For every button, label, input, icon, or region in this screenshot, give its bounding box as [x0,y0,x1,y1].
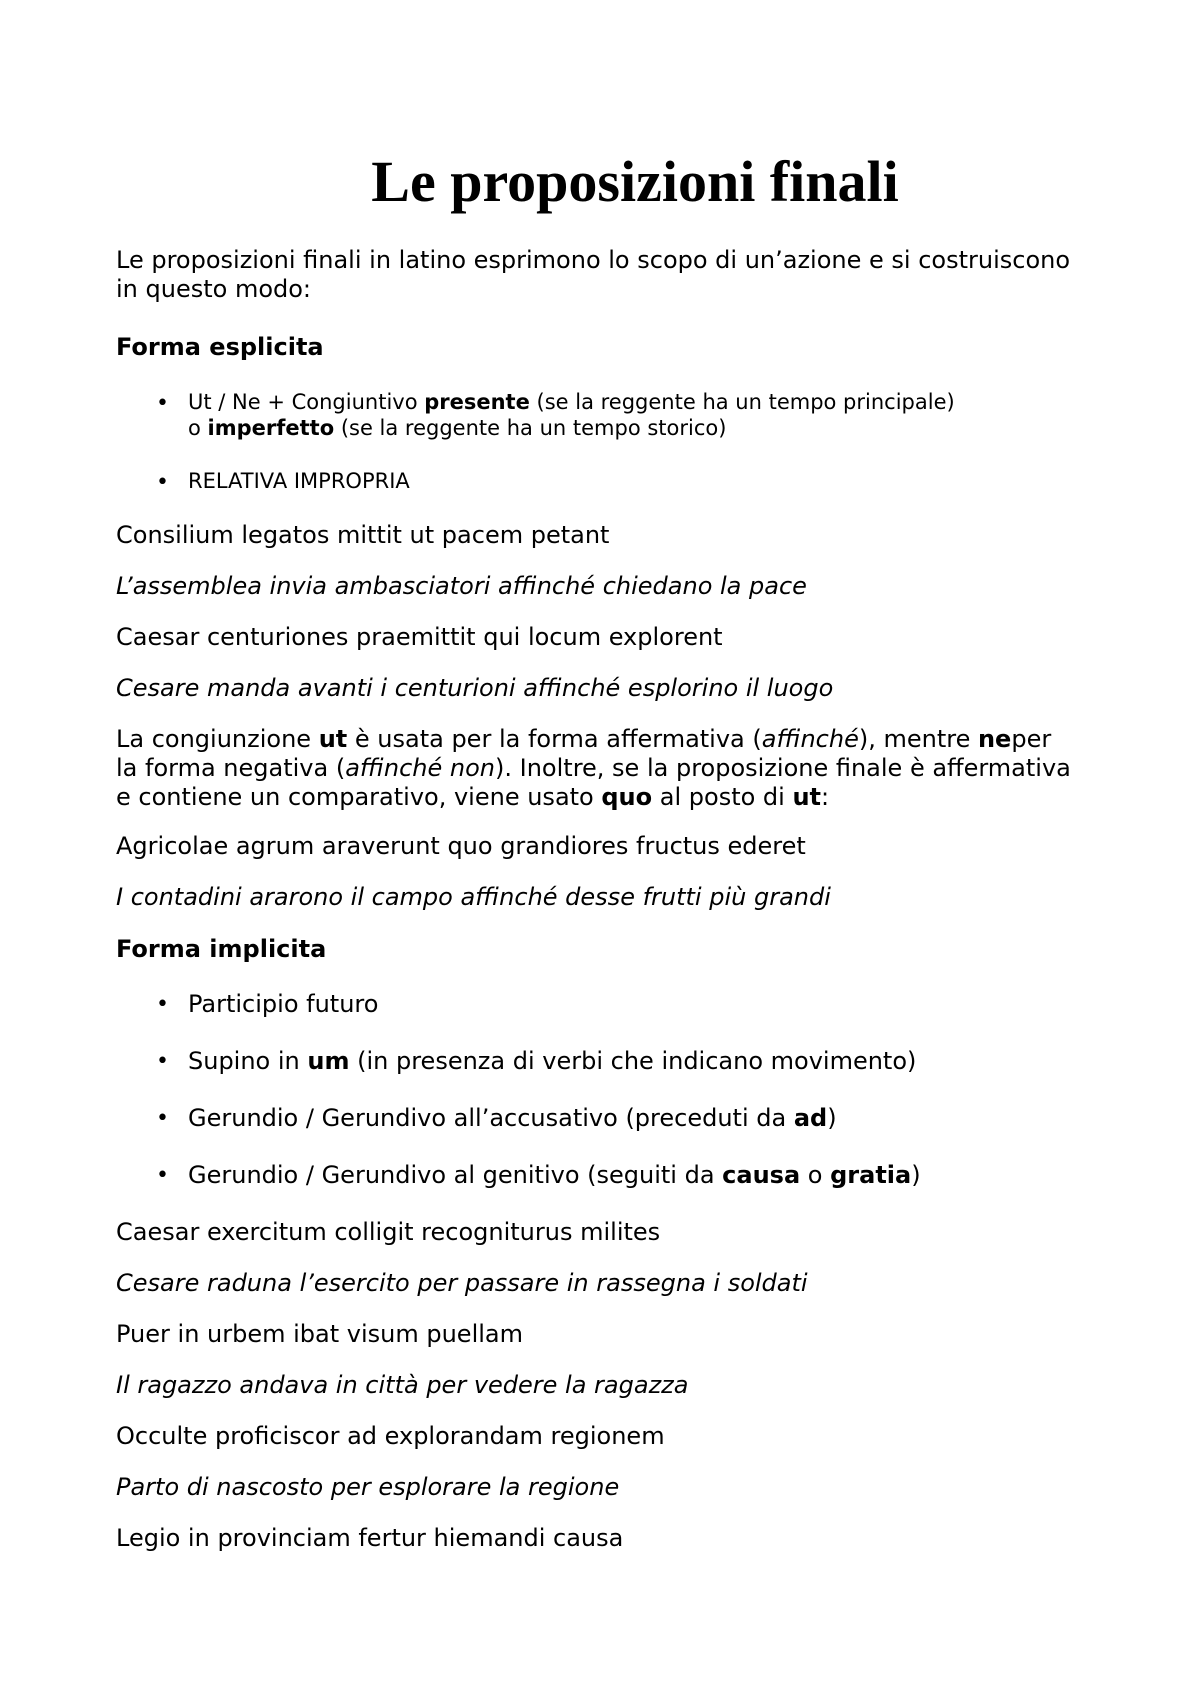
list-item-text: Supino in um (in presenza di verbi che indicano movimento) [188,1047,917,1075]
list-item [116,389,1096,441]
list-item [116,1104,1096,1133]
explanation-paragraph: La congiunzione ut è usata per la forma affermativa (affinché), mentre neper la forma negativa (affinché non). Inoltre, se la proposizione finale è affermativa e contiene un comparativo, viene usato quo al posto di ut: [116,725,1071,811]
example-italian: Cesare manda avanti i centurioni affinché esplorino il luogo [116,674,834,702]
list-item [116,468,1096,494]
list-item-text: Ut / Ne + Congiuntivo presente (se la reggente ha un tempo principale) o imperfetto (se la reggente ha un tempo storico) [188,390,955,440]
heading-forma-esplicita: Forma esplicita [116,333,324,361]
example-latin: Puer in urbem ibat visum puellam [116,1320,523,1348]
bullet-icon: • [156,1163,169,1188]
example-latin: Legio in provinciam fertur hiemandi causa [116,1524,624,1552]
bullet-icon: • [156,391,169,416]
example-italian: Cesare raduna l’esercito per passare in rassegna i soldati [116,1269,808,1297]
example-latin: Agricolae agrum araverunt quo grandiores fructus ederet [116,832,806,860]
example-italian: Parto di nascosto per esplorare la regione [116,1473,620,1501]
list-item-text: RELATIVA IMPROPRIA [188,469,410,493]
list-item-text: Participio futuro [188,990,379,1018]
example-latin: Consilium legatos mittit ut pacem petant [116,521,610,549]
list-item [116,1047,1096,1076]
bullet-icon: • [156,992,169,1017]
bullet-icon: • [156,470,169,495]
example-italian: I contadini ararono il campo affinché desse frutti più grandi [116,883,831,911]
bullet-icon: • [156,1106,169,1131]
list-item [116,990,1096,1019]
example-italian: Il ragazzo andava in città per vedere la ragazza [116,1371,689,1399]
list-item [116,1161,1096,1190]
example-latin: Caesar centuriones praemittit qui locum explorent [116,623,723,651]
list-item-text: Gerundio / Gerundivo all’accusativo (preceduti da ad) [188,1104,837,1132]
example-latin: Occulte proficiscor ad explorandam regionem [116,1422,665,1450]
bullet-icon: • [156,1049,169,1074]
heading-forma-implicita: Forma implicita [116,935,327,963]
list-item-text: Gerundio / Gerundivo al genitivo (seguiti da causa o gratia) [188,1161,921,1189]
page-title: Le proposizioni finali [371,149,899,214]
example-latin: Caesar exercitum colligit recogniturus milites [116,1218,661,1246]
example-italian: L’assemblea invia ambasciatori affinché chiedano la pace [116,572,807,600]
intro-paragraph: Le proposizioni finali in latino esprimono lo scopo di un’azione e si costruiscono in questo modo: [116,246,1071,303]
